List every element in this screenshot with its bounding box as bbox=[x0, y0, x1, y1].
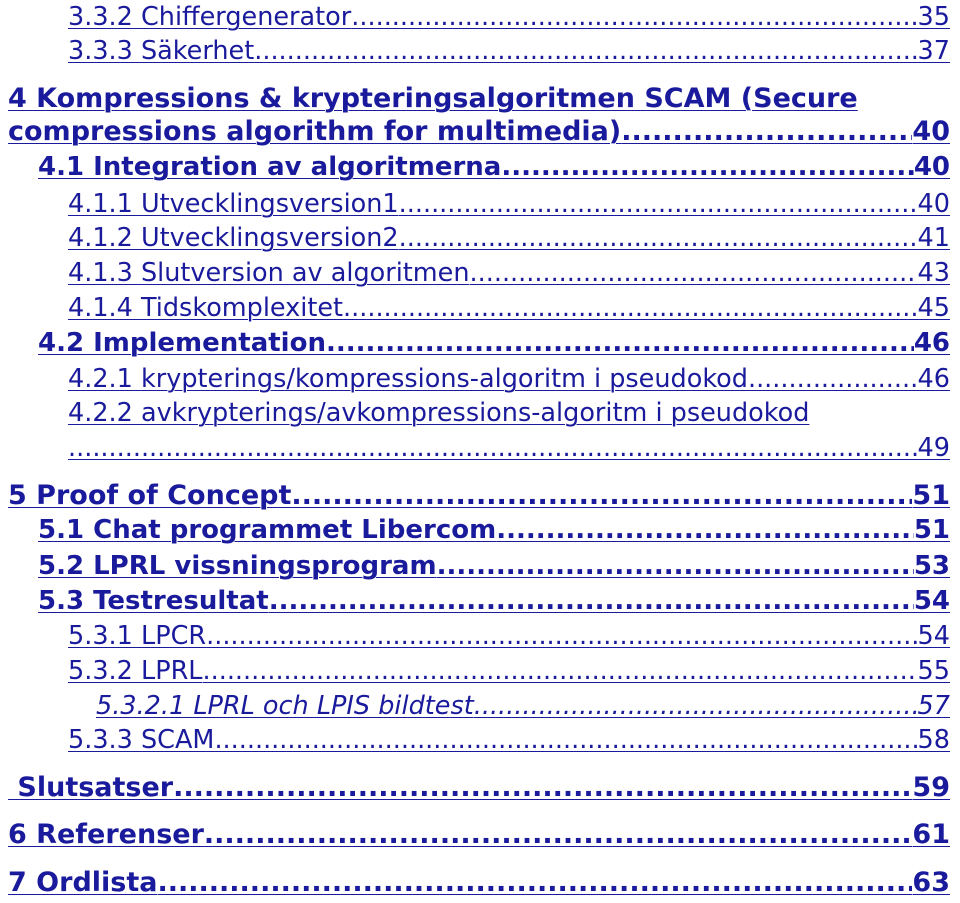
toc-leader-dots bbox=[254, 36, 917, 66]
toc-leader-dots bbox=[291, 480, 912, 511]
toc-leader-dots bbox=[399, 189, 918, 219]
toc-entry-5-3-2[interactable] bbox=[68, 656, 950, 686]
toc-entry-title: compressions algorithm for multimedia) bbox=[8, 116, 622, 147]
toc-entry-title: 5.3 Testresultat bbox=[38, 586, 269, 616]
toc-page-number: 46 bbox=[917, 364, 950, 394]
toc-leader-dots bbox=[326, 328, 914, 358]
toc-entry-4-2-1[interactable] bbox=[68, 364, 950, 394]
toc-page-number: 51 bbox=[913, 515, 950, 545]
toc-page-number: 61 bbox=[912, 819, 950, 850]
toc-entry-title: 5.2 LPRL vissningsprogram bbox=[38, 551, 437, 581]
toc-entry-4-2-2-line1[interactable]: 4.2.2 avkrypterings/avkompressions-algoritm i pseudokod bbox=[68, 398, 810, 428]
toc-entry-4-1[interactable] bbox=[38, 152, 950, 182]
toc-entry-title: 5 Proof of Concept bbox=[8, 480, 292, 511]
toc-entry-title: 4.2 Implementation bbox=[38, 328, 326, 358]
toc-leader-dots bbox=[474, 691, 918, 721]
toc-entry-title: 4.2.1 krypterings/kompressions-algoritm i pseudokod. bbox=[68, 364, 757, 394]
toc-leader-dots bbox=[269, 586, 914, 616]
toc-page-number: 40 bbox=[913, 152, 950, 182]
toc-entry-title: 5.3.2.1 LPRL och LPIS bildtest bbox=[96, 691, 474, 721]
toc-page-number: 54 bbox=[917, 621, 950, 651]
toc-page-number: 55 bbox=[917, 656, 950, 686]
toc-page-number: 59 bbox=[912, 772, 950, 803]
toc-entry-7[interactable] bbox=[8, 867, 950, 898]
toc-entry-4[interactable] bbox=[8, 116, 950, 147]
toc-page-number: 57 bbox=[917, 691, 950, 721]
toc-leader-dots bbox=[214, 725, 917, 755]
toc-entry-title: 6 Referenser bbox=[8, 819, 204, 850]
toc-entry-title: 3.3.3 Säkerhet bbox=[68, 36, 255, 66]
toc-entry-5-2[interactable] bbox=[38, 551, 950, 581]
toc-entry-3-3-3[interactable] bbox=[68, 36, 950, 66]
toc-page-number: 46 bbox=[913, 328, 950, 358]
toc-entry-title: 4.1.2 Utvecklingsversion2 bbox=[68, 223, 399, 253]
toc-leader-dots bbox=[68, 433, 918, 463]
toc-entry-4-1-2[interactable] bbox=[68, 223, 950, 253]
toc-page-number: 40 bbox=[917, 189, 950, 219]
toc-leader-dots bbox=[351, 2, 917, 32]
toc-entry-slutsatser[interactable] bbox=[8, 772, 950, 803]
toc-leader-dots bbox=[173, 772, 912, 803]
toc-entry-5-3[interactable] bbox=[38, 586, 950, 616]
toc-entry-title: 4.1 Integration av algoritmerna bbox=[38, 152, 502, 182]
toc-entry-5-3-2-1[interactable] bbox=[96, 691, 950, 721]
toc-page-number: 37 bbox=[917, 36, 950, 66]
toc-entry-title: 5.3.2 LPRL bbox=[68, 656, 203, 686]
toc-entry-title: Slutsatser bbox=[8, 772, 174, 803]
toc-page-number: 40 bbox=[912, 116, 950, 147]
toc-entry-4-2[interactable] bbox=[38, 328, 950, 358]
toc-page-number: 58 bbox=[917, 725, 950, 755]
toc-page-number: 53 bbox=[913, 551, 950, 581]
toc-leader-dots bbox=[437, 551, 914, 581]
toc-entry-title: 5.3.3 SCAM bbox=[68, 725, 215, 755]
toc-page-number: 63 bbox=[912, 867, 950, 898]
toc-entry-4-1-4[interactable] bbox=[68, 293, 950, 323]
toc-entry-title: 7 Ordlista bbox=[8, 867, 158, 898]
toc-leader-dots bbox=[343, 293, 918, 323]
toc-entry-4-1-3[interactable] bbox=[68, 258, 950, 288]
toc-entry-5-1[interactable] bbox=[38, 515, 950, 545]
toc-entry-title: 4.1.4 Tidskomplexitet bbox=[68, 293, 344, 323]
toc-entry-5[interactable] bbox=[8, 480, 950, 511]
toc-page-number: 43 bbox=[917, 258, 950, 288]
toc-entry-title: 3.3.2 Chiffergenerator bbox=[68, 2, 352, 32]
toc-entry-title: 5.3.1 LPCR bbox=[68, 621, 207, 651]
toc-leader-dots bbox=[470, 258, 918, 288]
toc-entry-title: 5.1 Chat programmet Libercom bbox=[38, 515, 497, 545]
toc-leader-dots bbox=[206, 621, 917, 651]
toc-leader-dots bbox=[203, 656, 918, 686]
toc-entry-4-1-1[interactable] bbox=[68, 189, 950, 219]
toc-leader-dots bbox=[501, 152, 913, 182]
toc-entry-4-2-2[interactable] bbox=[68, 433, 950, 463]
toc-entry-5-3-3[interactable] bbox=[68, 725, 950, 755]
toc-page-number: 54 bbox=[913, 586, 950, 616]
toc-entry-5-3-1[interactable] bbox=[68, 621, 950, 651]
toc-leader-dots bbox=[158, 867, 913, 898]
toc-leader-dots bbox=[496, 515, 914, 545]
toc-entry-4-line1[interactable]: 4 Kompressions & krypteringsalgoritmen SCAM (Secure bbox=[8, 83, 858, 114]
toc-entry-title: 4.1.1 Utvecklingsversion1 bbox=[68, 189, 399, 219]
toc-page-number: 41 bbox=[917, 223, 950, 253]
toc-entry-title: 4.1.3 Slutversion av algoritmen bbox=[68, 258, 470, 288]
toc-entry-6[interactable] bbox=[8, 819, 950, 850]
toc-page-number: 49 bbox=[917, 433, 950, 463]
toc-page-number: 35 bbox=[917, 2, 950, 32]
toc-page-number: 45 bbox=[917, 293, 950, 323]
toc-leader-dots bbox=[756, 364, 917, 394]
toc-page-number: 51 bbox=[912, 480, 950, 511]
toc-entry-3-3-2[interactable] bbox=[68, 2, 950, 32]
toc-leader-dots bbox=[399, 223, 918, 253]
toc-leader-dots bbox=[204, 819, 913, 850]
toc-leader-dots bbox=[621, 116, 912, 147]
